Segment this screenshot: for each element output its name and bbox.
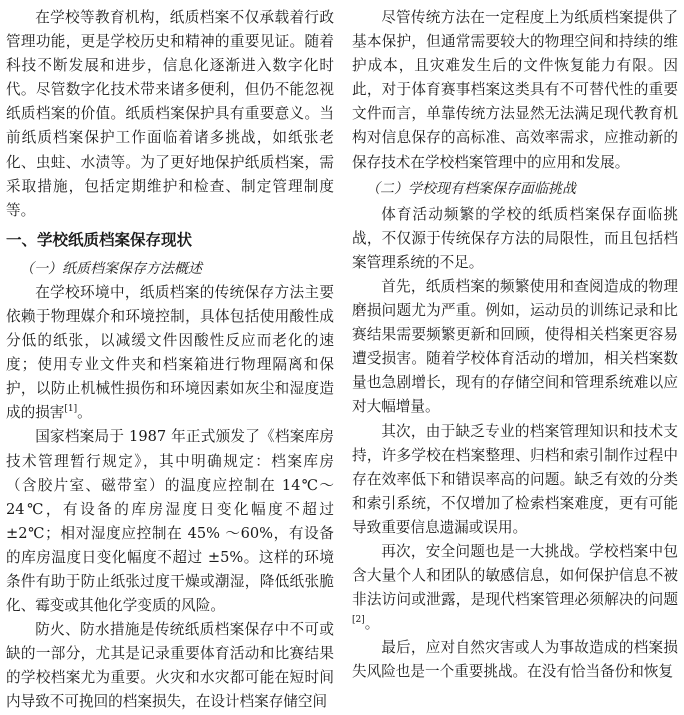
citation-ref-2: [2]: [352, 615, 365, 626]
left-paragraph-2-text: 在学校环境中，纸质档案的传统保存方法主要依赖于物理媒介和环境控制，具体包括使用酸性成分低的纸张，以减缓文件因酸性反应而老化的速度；使用专业文件夹和档案箱进行物理隔离和保护，以防止机械性损伤和环境因素如灰尘和湿度造成的损害: [6, 283, 334, 422]
right-paragraph-2: 体育活动频繁的学校的纸质档案保存面临挑战，不仅源于传统保存方法的局限性，而且包括档案管理系统的不足。: [352, 205, 678, 271]
left-column: [6, 6, 334, 711]
right-paragraph-5-text: 再次，安全问题也是一大挑战。学校档案中包含大量个人和团队的敏感信息，如何保护信息不被非法访问或泄露，是现代档案管理必须解决的问题: [352, 542, 678, 609]
section-title: 一、学校纸质档案保存现状: [6, 230, 193, 249]
left-paragraph-1: [6, 6, 334, 223]
left-paragraph-1-text: 在学校等教育机构，纸质档案不仅承载着行政管理功能，更是学校历史和精神的重要见证。随着科技不断发展和进步，信息化逐渐进入数字化时代。尽管数字化技术带来诸多便利，但仍不能忽视纸质档案的价值。纸质档案保护具有重要意义。当前纸质档案保护工作面临着诸多挑战，如纸张老化、虫蛀、水渍等。为了更好地保护纸质档案，需采取措施，包括定期维护和检查、制定管理制度等。: [6, 9, 334, 219]
left-paragraph-2-end: 。: [77, 404, 92, 422]
right-paragraph-5-end: 。: [364, 615, 380, 633]
subsection-title-2: （二）学校现有档案保存面临挑战: [366, 180, 576, 197]
citation-ref-1: [1]: [64, 404, 78, 415]
right-paragraph-1: 尽管传统方法在一定程度上为纸质档案提供了基本保护，但通常需要较大的物理空间和持续的维护成本，且灾难发生后的文件恢复能力有限。因此，对于体育赛事档案这类具有不可替代性的重要文件而言，单靠传统方法显然无法满足现代教育机构对信息保存的高标准、高效率需求，应推动新的保存技术在学校档案管理中的应用和发展。: [352, 9, 678, 171]
right-paragraph-3: 首先，纸质档案的频繁使用和查阅造成的物理磨损问题尤为严重。例如，运动员的训练记录和比赛结果需要频繁更新和回顾，使得相关档案更容易遭受损害。随着学校体育活动的增加，相关档案数量也急剧增长，现有的存储空间和管理系统难以应对大幅增量。: [352, 277, 678, 416]
left-paragraph-2: [6, 281, 334, 426]
left-paragraph-3: 国家档案局于 1987 年正式颁发了《档案库房技术管理暂行规定》，其中明确规定：档案库房（含胶片室、磁带室）的温度应控制在 14℃～24℃，有设备的库房湿度日变化幅度不超过 ±2℃；相对湿度应控制在 45% ～60%，有设备的库房温度日变化幅度不超过 ±5%。这样的环境条件有助于防止纸张过度干燥或潮湿，降低纸张脆化、霉变或其他化学变质的风险。: [6, 428, 334, 615]
right-column: [352, 6, 678, 681]
left-paragraph-4: 防火、防水措施是传统纸质档案保存中不可或缺的一部分，尤其是记录重要体育活动和比赛结果的学校档案尤为重要。火灾和水灾都可能在短时间内导致不可挽回的档案损失，在设计档案存储空间: [6, 621, 334, 711]
right-paragraph-4: 其次，由于缺乏专业的档案管理知识和技术支持，许多学校在档案整理、归档和索引制作过程中存在效率低下和错误率高的问题。缺乏有效的分类和索引系统，不仅增加了检索档案难度，更有可能导致重要信息遗漏或误用。: [352, 422, 678, 536]
right-paragraph-5: [352, 540, 678, 636]
right-paragraph-6: 最后，应对自然灾害或人为事故造成的档案损失风险也是一个重要挑战。在没有恰当备份和恢复: [352, 639, 678, 681]
subsection-title-1: （一）纸质档案保存方法概述: [20, 260, 202, 277]
